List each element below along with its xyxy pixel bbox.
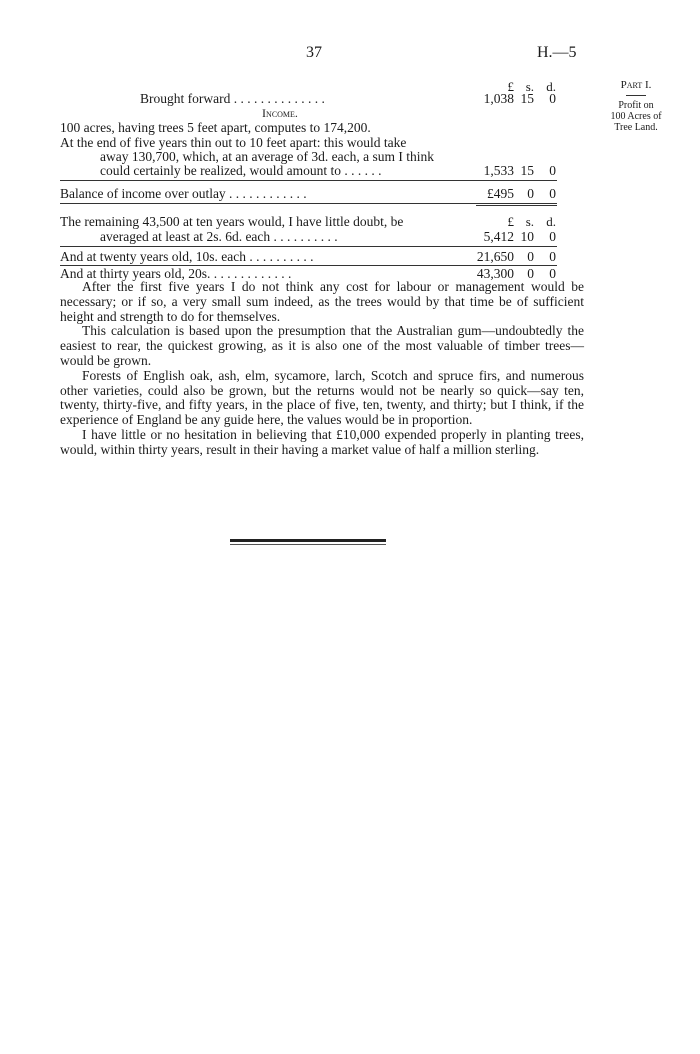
brought-forward-label: Brought forward . . . . . . . . . . . . . . — [140, 91, 325, 106]
section-divider — [60, 180, 557, 181]
margin-note-line: Tree Land. — [614, 122, 658, 133]
section-divider — [60, 203, 557, 204]
remaining-shillings: 10 — [520, 229, 534, 244]
twenty-years-shillings: 0 — [527, 249, 534, 264]
thin-pence: 0 — [549, 163, 556, 178]
brought-forward-pounds: 1,038 — [483, 91, 514, 106]
column-header-pence: d. — [546, 214, 556, 229]
margin-note-line: 100 Acres of — [610, 111, 662, 122]
total-double-rule — [476, 205, 557, 206]
thirty-years-shillings: 0 — [527, 266, 534, 281]
twenty-years-label: And at twenty years old, 10s. each . . . . . . . . . . — [60, 249, 314, 264]
thirty-years-pounds: 43,300 — [476, 266, 514, 281]
twenty-years-pence: 0 — [549, 249, 556, 264]
balance-shillings: 0 — [527, 186, 534, 201]
column-header-pence: d. — [546, 79, 556, 94]
body-text — [60, 280, 584, 458]
income-heading: Income. — [262, 106, 298, 120]
thin-line-1: At the end of five years thin out to 10 feet apart: this would take — [60, 135, 407, 150]
column-header-shillings: s. — [525, 214, 534, 229]
margin-note-divider — [626, 95, 646, 96]
thin-line-3: could certainly be realized, would amount to . . . . . . — [100, 163, 382, 178]
remaining-pence: 0 — [549, 229, 556, 244]
thin-line-2: away 130,700, which, at an average of 3d. each, a sum I think — [100, 149, 435, 164]
acres-line: 100 acres, having trees 5 feet apart, computes to 174,200. — [60, 120, 371, 135]
end-rule — [230, 539, 386, 542]
balance-pounds: £495 — [487, 186, 514, 201]
brought-forward-pence: 0 — [549, 91, 556, 106]
paragraph: Forests of English oak, ash, elm, sycamore, larch, Scotch and spruce firs, and numerous other varieties, could also be grown, but the returns would not be nearly so quick—say ten, twenty, thirty-five, and fifty years, in the place of five, ten, twenty, and thirty; but I think, if the experience of England be any guide here, the values would be in proportion. — [60, 367, 584, 428]
margin-note — [590, 80, 682, 133]
paragraph: I have little or no hesitation in believing that £10,000 expended properly in planting trees, would, within thirty years, result in their having a market value of half a million sterling. — [60, 426, 584, 457]
brought-forward-shillings: 15 — [520, 91, 534, 106]
document-reference: H.—5 — [537, 44, 577, 61]
remaining-pounds: 5,412 — [483, 229, 514, 244]
column-header-pounds: £ — [507, 214, 514, 229]
thirty-years-label: And at thirty years old, 20s. . . . . . . . . . . . . — [60, 266, 292, 281]
twenty-years-pounds: 21,650 — [476, 249, 514, 264]
thirty-years-pence: 0 — [549, 266, 556, 281]
page-number: 37 — [306, 44, 322, 61]
balance-pence: 0 — [549, 186, 556, 201]
remaining-line-2: averaged at least at 2s. 6d. each . . . . . . . . . . — [100, 229, 338, 244]
section-divider — [60, 246, 557, 247]
thin-shillings: 15 — [520, 163, 534, 178]
remaining-line-1: The remaining 43,500 at ten years would, I have little doubt, be — [60, 214, 404, 229]
paragraph: This calculation is based upon the presumption that the Australian gum—undoubtedly the easiest to rear, the quickest growing, as it is also one of the most valuable of timber trees—would be grown. — [60, 323, 584, 368]
margin-note-part: Part I. — [620, 79, 652, 91]
thin-pounds: 1,533 — [483, 163, 514, 178]
column-header-pounds: £ — [507, 79, 514, 94]
end-rule — [230, 544, 386, 545]
paragraph: After the first five years I do not think any cost for labour or management would be necessary; or if so, a very small sum indeed, as the trees would by that time be of sufficient height and strength to do for themselves. — [60, 279, 584, 324]
balance-label: Balance of income over outlay . . . . . . . . . . . . — [60, 186, 307, 201]
margin-note-line: Profit on — [618, 100, 654, 111]
column-header-shillings: s. — [525, 79, 534, 94]
